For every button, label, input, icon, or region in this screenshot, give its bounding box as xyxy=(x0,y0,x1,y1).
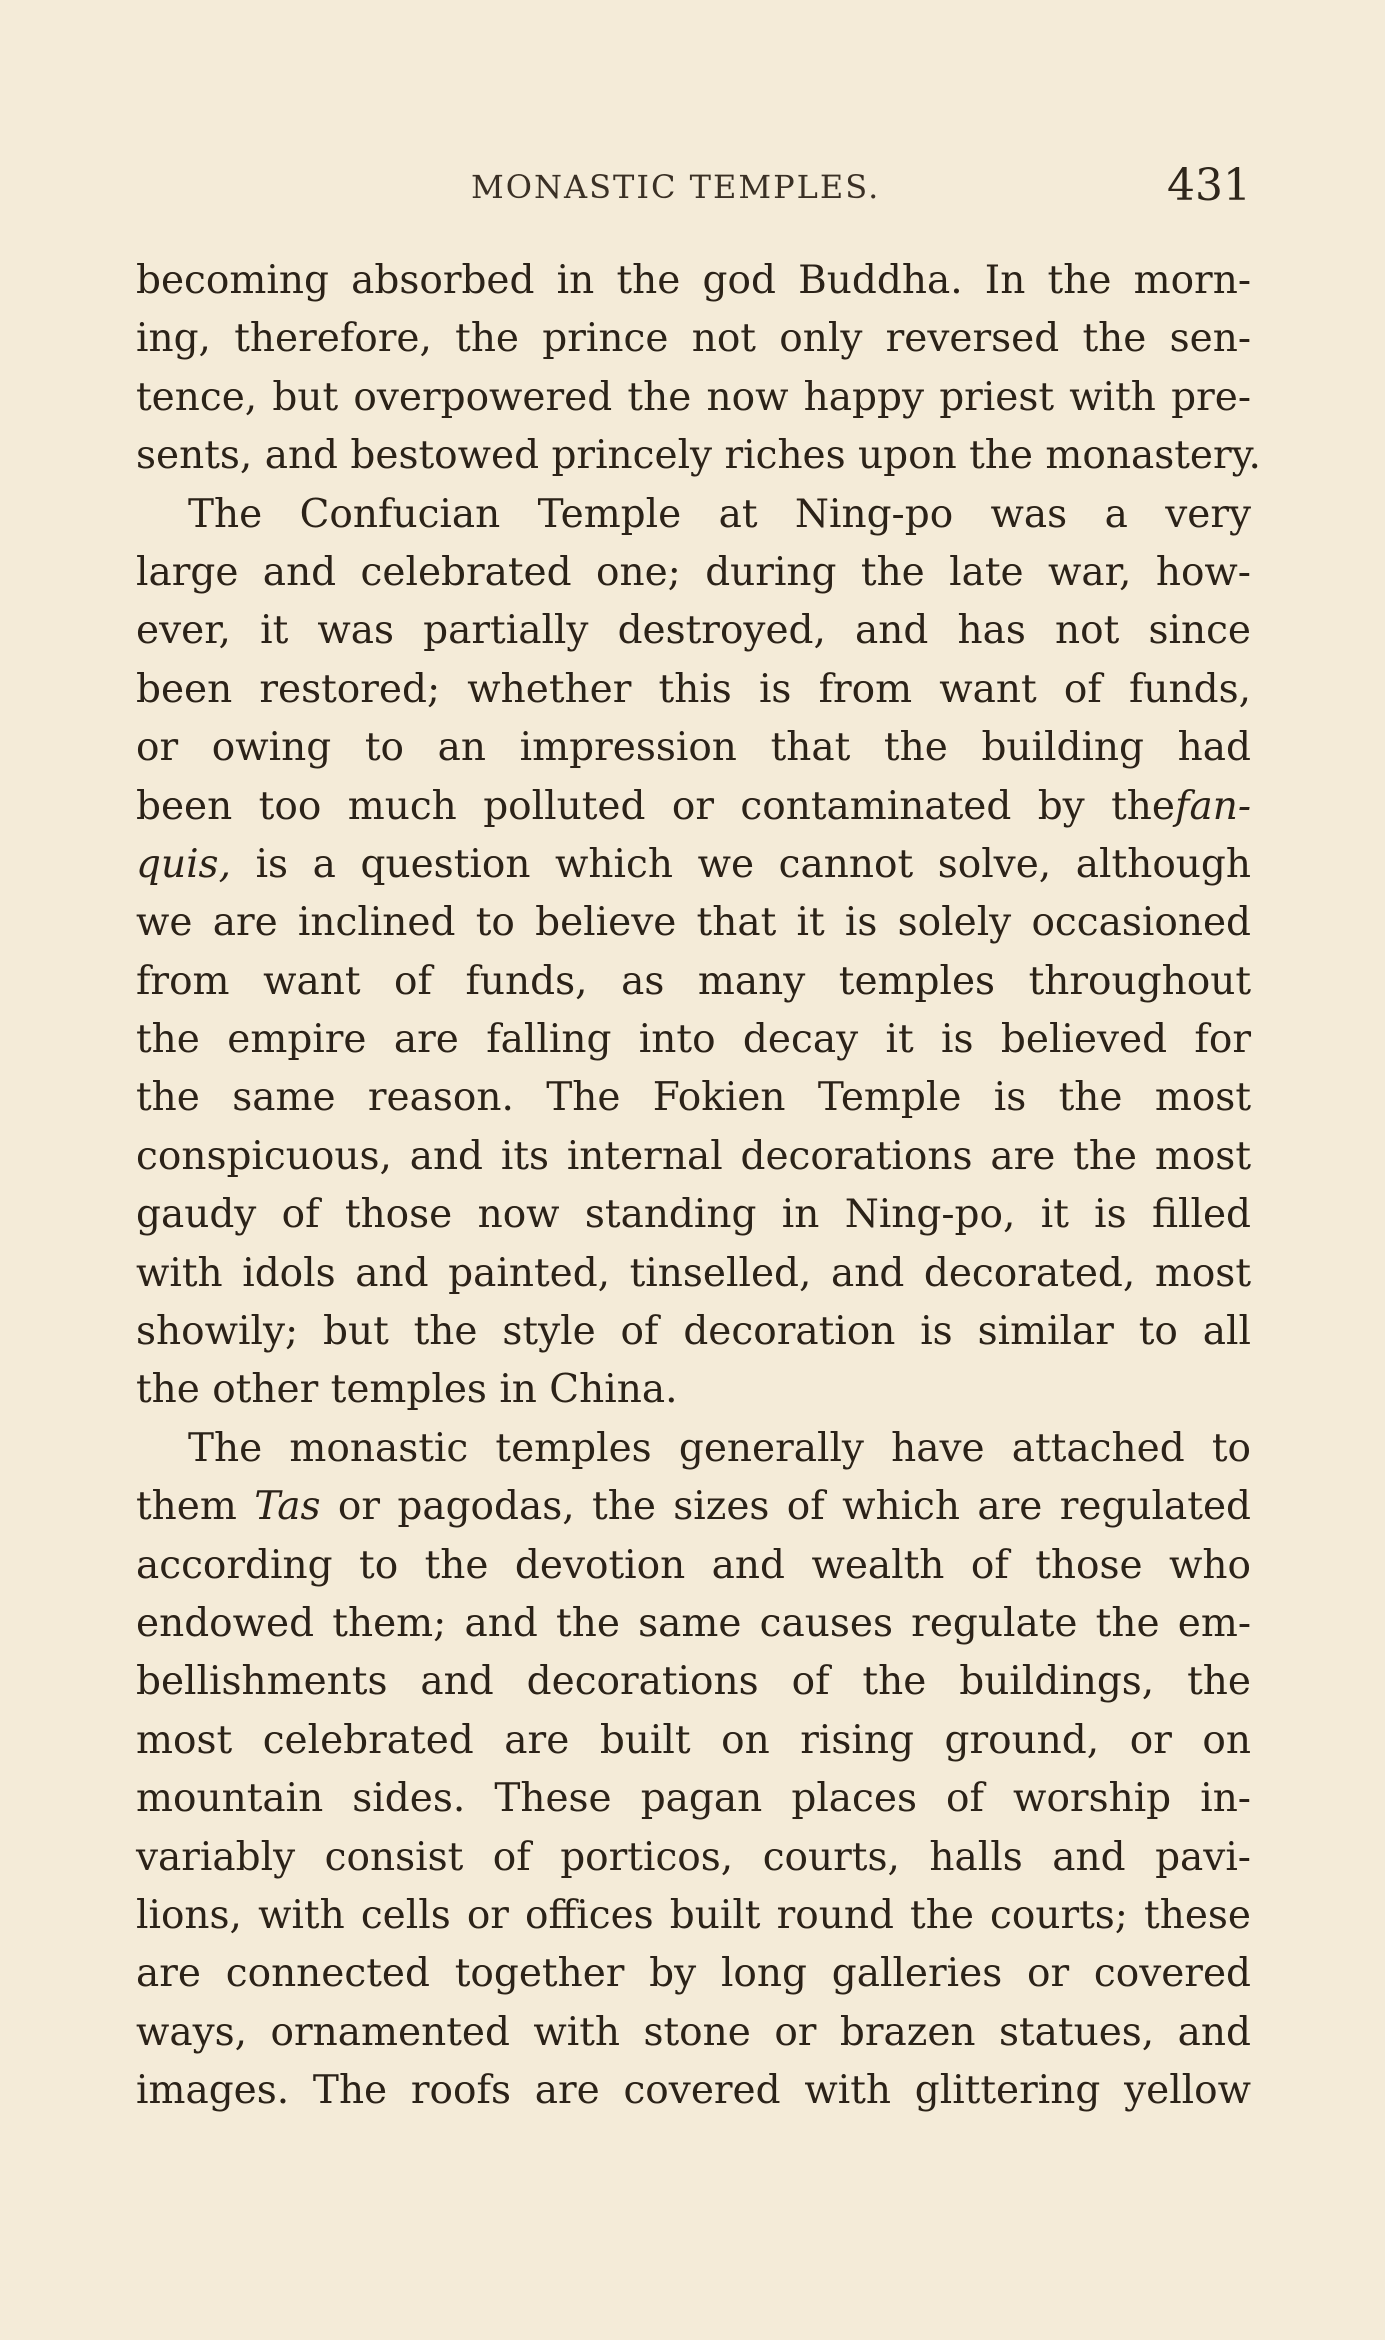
text-line: according to the devotion and wealth of those who xyxy=(136,1542,1251,1588)
text-line: gaudy of those now standing in Ning-po, it is filled xyxy=(136,1192,1251,1238)
text-line: endowed them; and the same causes regulate the em- xyxy=(136,1600,1251,1646)
running-title: MONASTIC TEMPLES. xyxy=(471,168,881,206)
text-line: showily; but the style of decoration is similar to all xyxy=(136,1309,1251,1355)
text-fragment: them xyxy=(136,1484,255,1530)
text-line: conspicuous, and its internal decorations are the most xyxy=(136,1133,1251,1179)
page-header xyxy=(136,160,1251,220)
text-line: the same reason. The Fokien Temple is the most xyxy=(136,1075,1251,1121)
text-line: been restored; whether this is from want of funds, xyxy=(136,666,1251,712)
text-line xyxy=(136,836,1251,894)
text-line: sents, and bestowed princely riches upon the monastery. xyxy=(136,433,1261,479)
text-line: The Confucian Temple at Ning-po was a very xyxy=(188,491,1251,537)
text-line: ways, ornamented with stone or brazen statues, and xyxy=(136,2009,1251,2055)
page-number: 431 xyxy=(1167,160,1251,211)
text-line: The monastic temples generally have attached to xyxy=(188,1425,1251,1471)
body-text xyxy=(136,252,1261,2121)
text-line: the empire are falling into decay it is believed for xyxy=(136,1017,1251,1063)
italic-word: fan- xyxy=(1175,783,1251,829)
text-line: or owing to an impression that the building had xyxy=(136,725,1251,771)
italic-word: quis, xyxy=(136,841,231,887)
text-line: with idols and painted, tinselled, and decorated, most xyxy=(136,1250,1251,1296)
text-fragment: is a question which we cannot solve, although xyxy=(230,841,1251,887)
text-line: variably consist of porticos, courts, halls and pavi- xyxy=(136,1834,1251,1880)
text-line: ing, therefore, the prince not only reversed the sen- xyxy=(136,316,1251,362)
text-line xyxy=(136,778,1251,836)
text-line: most celebrated are built on rising ground, or on xyxy=(136,1717,1251,1763)
text-line: are connected together by long galleries or covered xyxy=(136,1951,1251,1997)
text-line xyxy=(136,1478,1251,1536)
text-fragment: been too much polluted or contaminated by the xyxy=(136,783,1176,829)
text-line: large and celebrated one; during the late war, how- xyxy=(136,549,1251,595)
text-line: we are inclined to believe that it is solely occasioned xyxy=(136,900,1251,946)
text-line: bellishments and decorations of the buildings, the xyxy=(136,1659,1251,1705)
text-line: becoming absorbed in the god Buddha. In the morn- xyxy=(136,258,1251,303)
text-fragment: or pagodas, the sizes of which are regulated xyxy=(320,1484,1251,1530)
text-line: images. The roofs are covered with glittering yellow xyxy=(136,2068,1251,2114)
text-line: mountain sides. These pagan places of worship in- xyxy=(136,1776,1251,1822)
text-line: the other temples in China. xyxy=(136,1367,678,1413)
text-line: lions, with cells or offices built round the courts; these xyxy=(136,1892,1251,1938)
italic-word: Tas xyxy=(254,1484,321,1530)
text-line: tence, but overpowered the now happy priest with pre- xyxy=(136,374,1251,420)
text-line: ever, it was partially destroyed, and has not since xyxy=(136,608,1251,654)
text-line: from want of funds, as many temples throughout xyxy=(136,958,1251,1004)
